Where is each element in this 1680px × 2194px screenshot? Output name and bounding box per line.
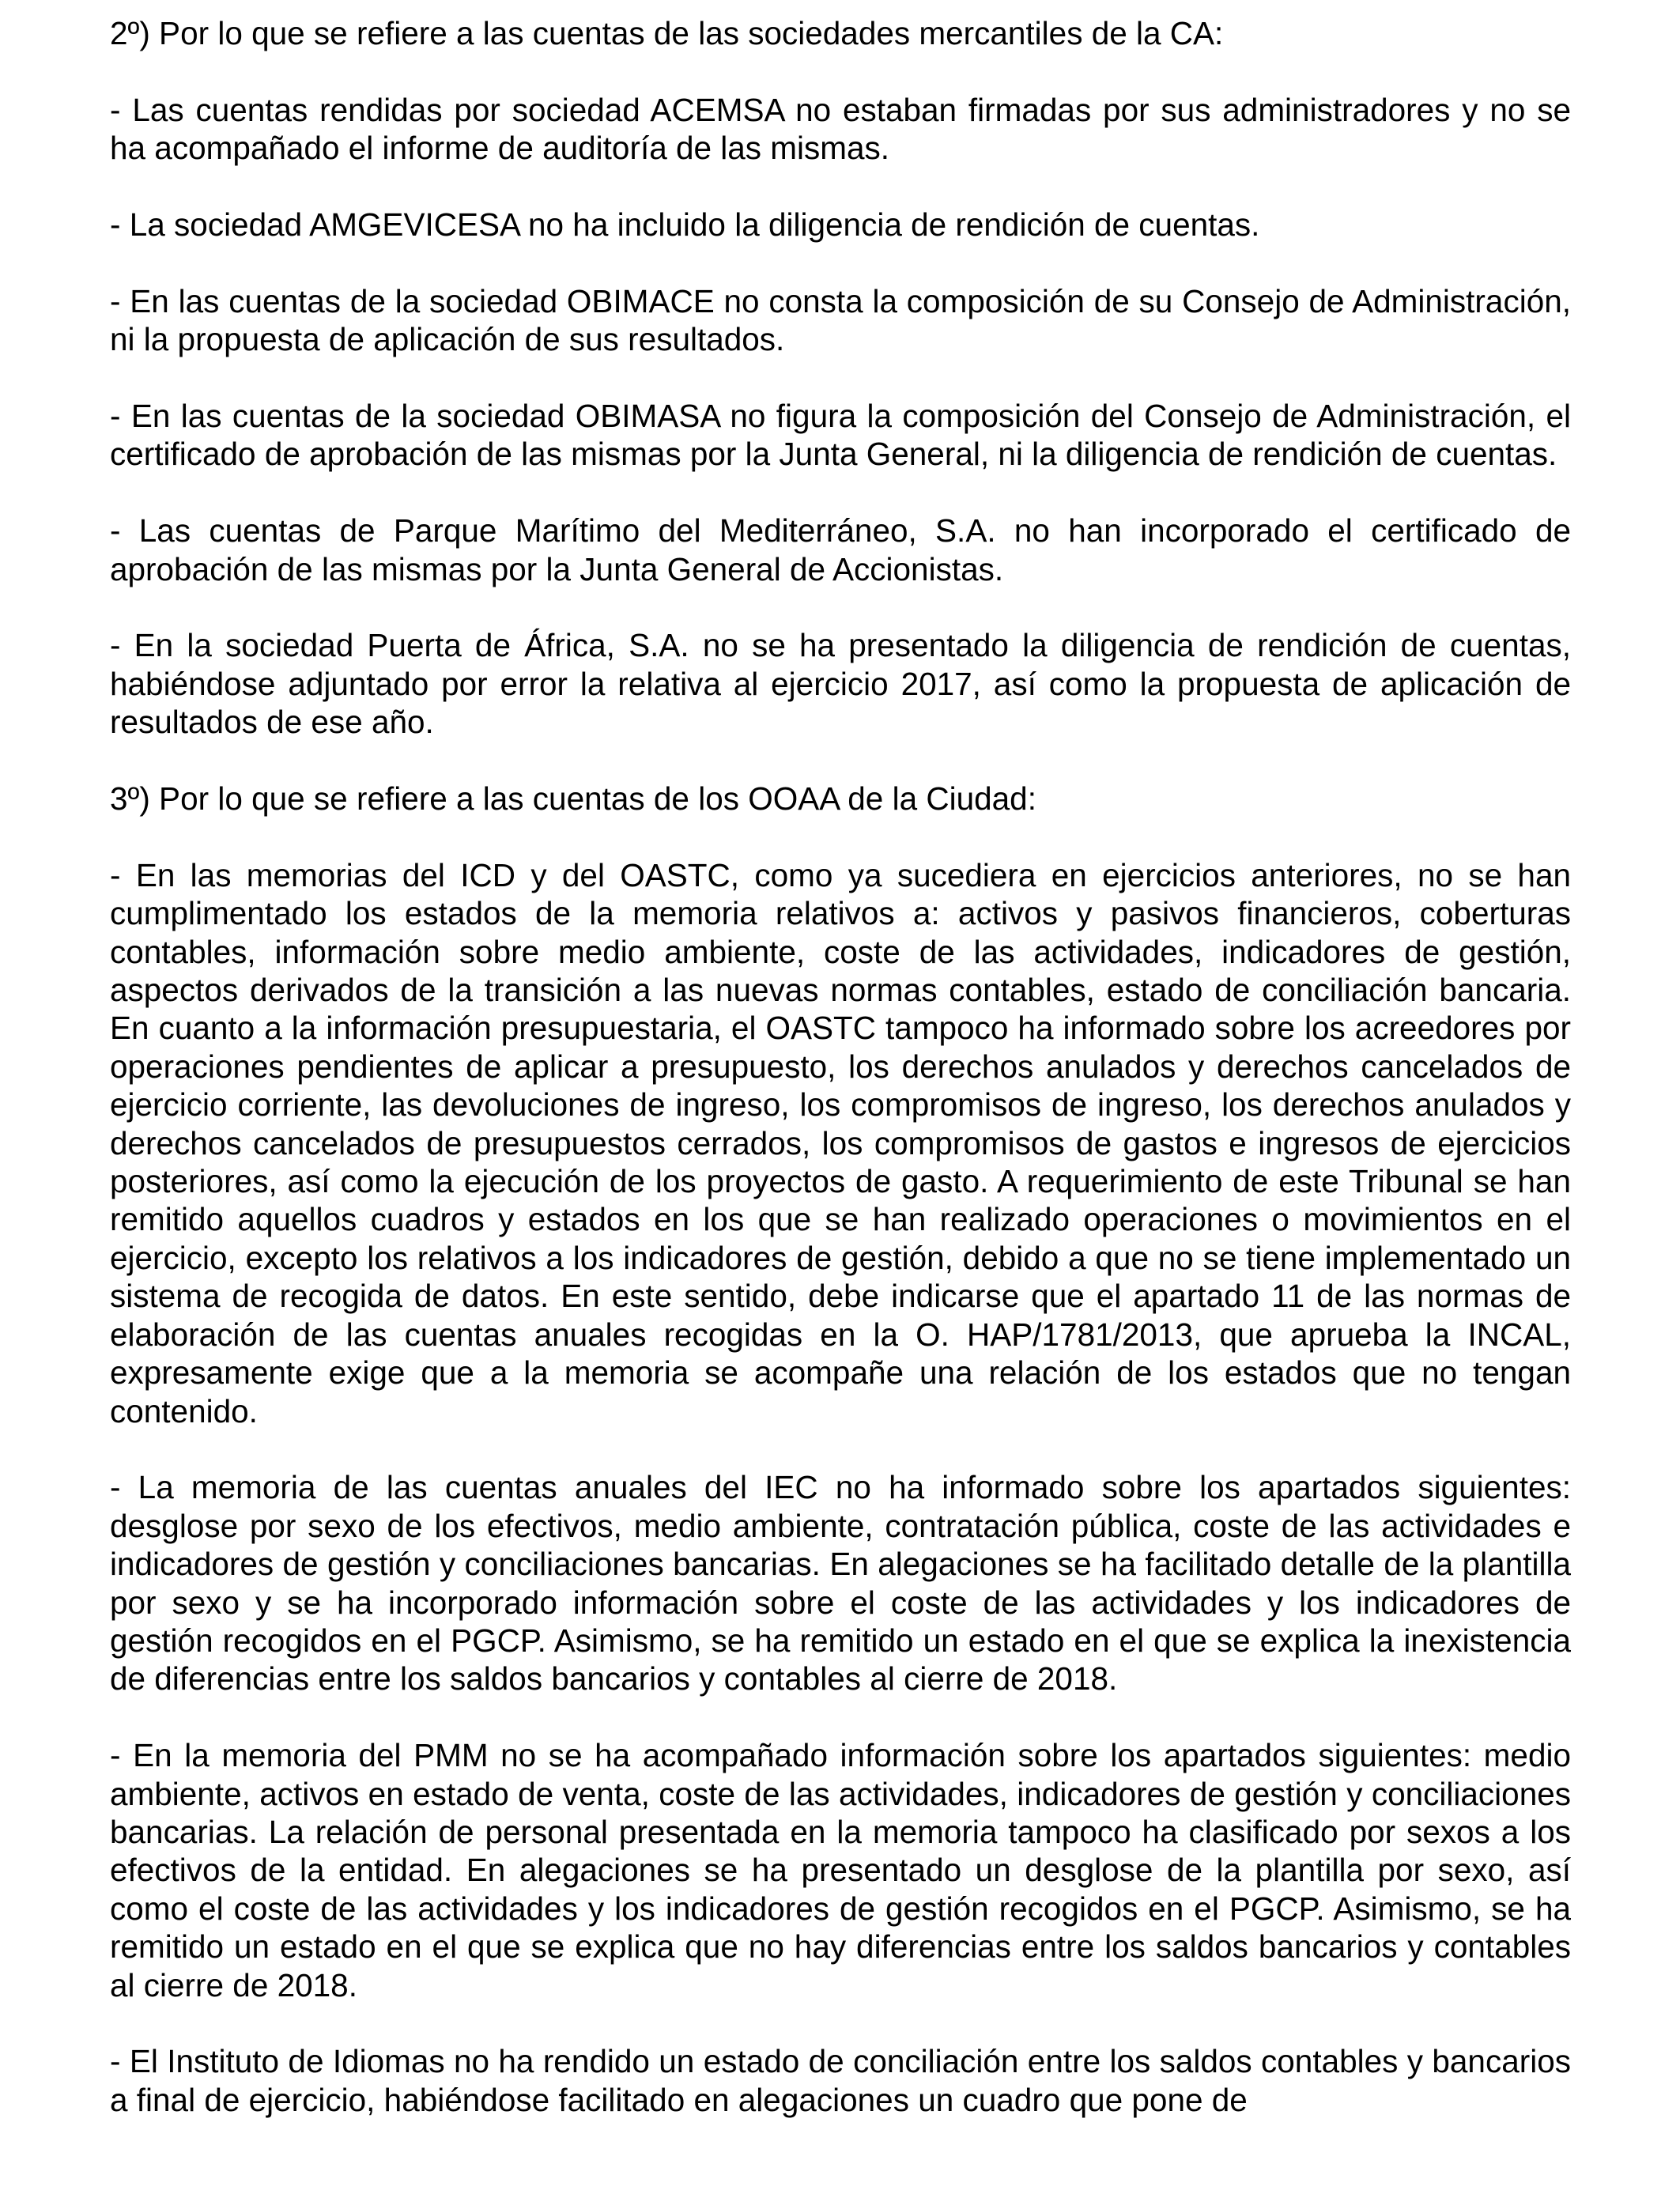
document-page — [110, 14, 1571, 2119]
section-3-item-instituto-idiomas: - El Instituto de Idiomas no ha rendido un estado de conciliación entre los saldos contables y bancarios a final de ejercicio, habiéndose facilitado en alegaciones un cuadro que pone de — [110, 2043, 1571, 2118]
section-3-item-pmm: - En la memoria del PMM no se ha acompañado información sobre los apartados siguientes: medio ambiente, activos en estado de venta, coste de las actividades, indicadores de gestión y conciliaciones bancarias. La relación de personal presentada en la memoria tampoco ha clasificado por sexos a los efectivos de la entidad. En alegaciones se ha presentado un desglose de la plantilla por sexo, así como el coste de las actividades y los indicadores de gestión recogidos en el PGCP. Asimismo, se ha remitido un estado en el que se explica que no hay diferencias entre los saldos bancarios y contables al cierre de 2018. — [110, 1737, 1571, 2003]
section-2-item-amgevicesa: - La sociedad AMGEVICESA no ha incluido la diligencia de rendición de cuentas. — [110, 206, 1260, 243]
section-3-item-icd-oastc: - En las memorias del ICD y del OASTC, como ya sucediera en ejercicios anteriores, no se han cumplimentado los estados de la memoria relativos a: activos y pasivos financieros, coberturas contables, información sobre medio ambiente, coste de las actividades, indicadores de gestión, aspectos derivados de la transición a las nuevas normas contables, estado de conciliación bancaria. En cuanto a la información presupuestaria, el OASTC tampoco ha informado sobre los acreedores por operaciones pendientes de aplicar a presupuesto, los derechos anulados y derechos cancelados de ejercicio corriente, las devoluciones de ingreso, los compromisos de ingreso, los derechos anulados y derechos cancelados de presupuestos cerrados, los compromisos de gastos e ingresos de ejercicios posteriores, así como la ejecución de los proyectos de gasto. A requerimiento de este Tribunal se han remitido aquellos cuadros y estados en los que se han realizado operaciones o movimientos en el ejercicio, excepto los relativos a los indicadores de gestión, debido a que no se tiene implementado un sistema de recogida de datos. En este sentido, debe indicarse que el apartado 11 de las normas de elaboración de las cuentas anuales recogidas en la O. HAP/1781/2013, que aprueba la INCAL, expresamente exige que a la memoria se acompañe una relación de los estados que no tengan contenido. — [110, 856, 1571, 1429]
section-3-item-iec: - La memoria de las cuentas anuales del IEC no ha informado sobre los apartados siguientes: desglose por sexo de los efectivos, medio ambiente, contratación pública, coste de las actividades e indicadores de gestión y conciliaciones bancarias. En alegaciones se ha facilitado detalle de la plantilla por sexo y se ha incorporado información sobre el coste de las actividades y los indicadores de gestión recogidos en el PGCP. Asimismo, se ha remitido un estado en el que se explica la inexistencia de diferencias entre los saldos bancarios y contables al cierre de 2018. — [110, 1469, 1571, 1697]
section-2-heading: 2º) Por lo que se refiere a las cuentas de las sociedades mercantiles de la CA: — [110, 15, 1224, 51]
section-2-item-acemsa: - Las cuentas rendidas por sociedad ACEMSA no estaban firmadas por sus administradores y no se ha acompañado el informe de auditoría de las mismas. — [110, 91, 1571, 167]
section-2-item-obimasa: - En las cuentas de la sociedad OBIMASA no figura la composición del Consejo de Administración, el certificado de aprobación de las mismas por la Junta General, ni la diligencia de rendición de cuentas. — [110, 398, 1571, 473]
section-2-item-obimace: - En las cuentas de la sociedad OBIMACE no consta la composición de su Consejo de Administración, ni la propuesta de aplicación de sus resultados. — [110, 282, 1571, 358]
section-2-item-parque-maritimo: - Las cuentas de Parque Marítimo del Mediterráneo, S.A. no han incorporado el certificado de aprobación de las mismas por la Junta General de Accionistas. — [110, 512, 1571, 587]
section-3-heading: 3º) Por lo que se refiere a las cuentas de los OOAA de la Ciudad: — [110, 780, 1036, 818]
section-2-item-puerta-africa: - En la sociedad Puerta de África, S.A. no se ha presentado la diligencia de rendición de cuentas, habiéndose adjuntado por error la relativa al ejercicio 2017, así como la propuesta de aplicación de resultados de ese año. — [110, 627, 1571, 741]
